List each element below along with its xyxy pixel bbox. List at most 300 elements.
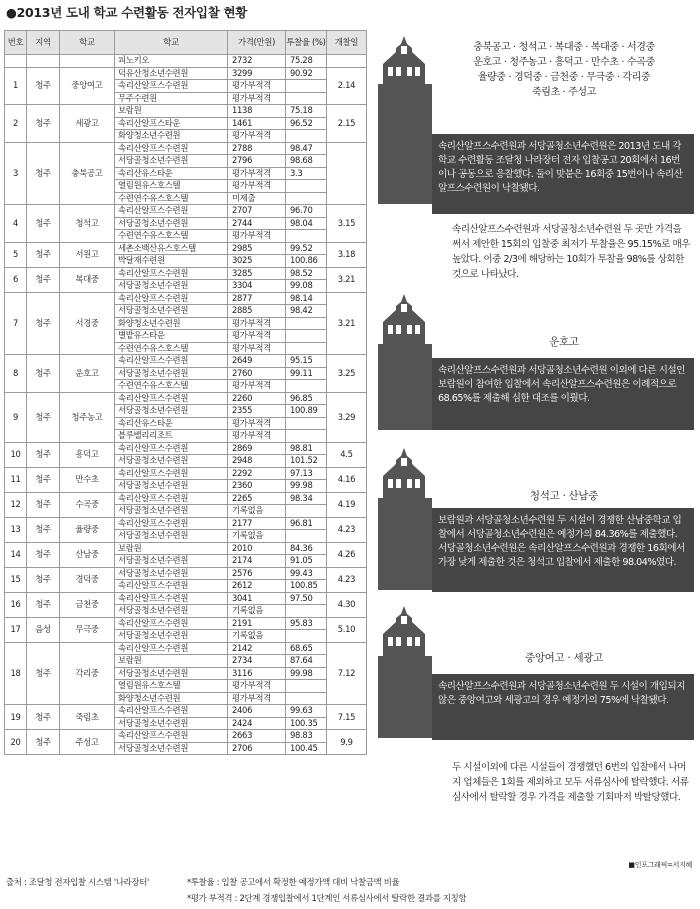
cell-price: 1138: [228, 105, 286, 118]
cell-facility: 속리산알프스수련원: [115, 267, 228, 280]
cell-facility: 속리산알프스수련원: [115, 467, 228, 480]
cell-price: 2734: [228, 655, 286, 668]
table-body: [5, 55, 367, 755]
cell-no: 19: [5, 705, 27, 730]
cell-region: 청주: [27, 242, 60, 267]
table-row: [5, 567, 367, 580]
table-header-row: [5, 31, 367, 55]
cell-school: 무극중: [60, 617, 115, 642]
cell-price: 3025: [228, 255, 286, 268]
cell-price: 기록없음: [228, 530, 286, 543]
table-row: [5, 355, 367, 368]
panel4-heading: 중앙여고 · 세광고: [524, 652, 603, 664]
cell-rate: [286, 342, 327, 355]
cell-rate: 96.81: [286, 517, 327, 530]
panel4-dark-box: 속리산알프스수련원과 서당골청소년수련원 두 시설이 개입되지 않은 중앙여고와 세광고의 경우 예정가의 75%에 낙찰됐다.: [432, 674, 694, 740]
page-title: ●2013년 도내 학교 수련활동 전자입찰 현황: [6, 5, 248, 20]
cell-rate: 95.83: [286, 617, 327, 630]
cell-facility: 속리산알프스수련원: [115, 642, 228, 655]
table-row: [5, 392, 367, 405]
cell-rate: 98.14: [286, 292, 327, 305]
cell-open-date: 4.23: [327, 567, 367, 592]
cell-school: 서경중: [60, 292, 115, 355]
cell-rate: 98.52: [286, 267, 327, 280]
cell-region: 청주: [27, 492, 60, 517]
cell-price: 평가부적격: [228, 230, 286, 243]
cell-price: 2360: [228, 480, 286, 493]
cell-region: 청주: [27, 67, 60, 105]
cell-open-date: 4.16: [327, 467, 367, 492]
cell-price: 평가부적격: [228, 92, 286, 105]
cell-price: 2760: [228, 367, 286, 380]
header-school: 학교: [60, 31, 115, 55]
cell-rate: 3.3: [286, 167, 327, 180]
table-row: [5, 517, 367, 530]
cell-rate: [286, 130, 327, 143]
panel1-dark-box: 속리산알프스수련원과 서당골청소년수련원은 2013년 도내 각 학교 수련활동 조달청 나라장터 전자 입찰공고 20회에서 16번이나 공동으로 응찰했다. 둘이 맞붙은 16회중 15번이나 속리산알프스수련원이 낙찰됐다.: [432, 134, 694, 214]
cell-region: 청주: [27, 142, 60, 205]
cell-rate: 97.13: [286, 467, 327, 480]
table-row: [5, 205, 367, 218]
cell-price: 2265: [228, 492, 286, 505]
cell-price: 2424: [228, 717, 286, 730]
cell-rate: 99.52: [286, 242, 327, 255]
cell-facility: 수련연수유스호스텔: [115, 380, 228, 393]
cell-price: 2649: [228, 355, 286, 368]
cell-no: 4: [5, 205, 27, 243]
cell-open-date: 4.19: [327, 492, 367, 517]
cell-facility: 속리산알프스수련원: [115, 292, 228, 305]
cell-price: 2732: [228, 55, 286, 68]
cell-region: 청주: [27, 642, 60, 705]
panel3-dark-box: 보람원과 서당골청소년수련원 두 시설이 경쟁한 산남중학교 입찰에서 서당골청소년수련원은 예정가의 84.36%를 제출했다. 서당골청소년수련원은 속리산알프스수련원과 경쟁한 16회에서 가장 낮게 제출한 것은 청석고 입찰에서 제출한 98.04%였다.: [432, 508, 694, 592]
cell-price: 2948: [228, 455, 286, 468]
cell-no: 7: [5, 292, 27, 355]
cell-rate: 87.64: [286, 655, 327, 668]
source-note: 출처 : 조달청 전자입찰 시스템 '나라장터': [6, 877, 149, 887]
cell-rate: [286, 180, 327, 193]
cell-rate: 101.52: [286, 455, 327, 468]
cell-no: 20: [5, 730, 27, 755]
cell-rate: [286, 80, 327, 93]
cell-school: 세광고: [60, 105, 115, 143]
cell-price: 2191: [228, 617, 286, 630]
cell-no: 5: [5, 242, 27, 267]
cell-no: 13: [5, 517, 27, 542]
cell-price: 2174: [228, 555, 286, 568]
cell-school: 흥덕고: [60, 442, 115, 467]
cell-open-date: 7.12: [327, 642, 367, 705]
table-row: [5, 267, 367, 280]
school-building-icon: [378, 604, 430, 656]
cell-facility: 속리산알프스수련원: [115, 142, 228, 155]
cell-price: 2260: [228, 392, 286, 405]
cell-no: 17: [5, 617, 27, 642]
cell-facility: 서당골청소년수련원: [115, 505, 228, 518]
cell-open-date: [327, 55, 367, 68]
cell-region: 청주: [27, 105, 60, 143]
header-region: 지역: [27, 31, 60, 55]
cell-rate: 91.05: [286, 555, 327, 568]
table-row: [5, 730, 367, 743]
cell-rate: [286, 680, 327, 693]
cell-facility: 화양청소년수련원: [115, 130, 228, 143]
cell-open-date: 3.25: [327, 355, 367, 393]
cell-open-date: 3.15: [327, 205, 367, 243]
table-row: [5, 592, 367, 605]
cell-price: 2612: [228, 580, 286, 593]
cell-rate: [286, 380, 327, 393]
cell-price: 평가부적격: [228, 167, 286, 180]
cell-facility: 박달재수련원: [115, 255, 228, 268]
cell-region: 청주: [27, 292, 60, 355]
cell-region: 청주: [27, 355, 60, 393]
cell-facility: 속리산알프스수련원: [115, 492, 228, 505]
cell-facility: 속리산유스타운: [115, 167, 228, 180]
cell-facility: 서당골청소년수련원: [115, 305, 228, 318]
cell-school: 산남중: [60, 542, 115, 567]
cell-open-date: 3.18: [327, 242, 367, 267]
cell-price: 2985: [228, 242, 286, 255]
cell-school: 충북공고: [60, 142, 115, 205]
table-row: [5, 705, 367, 718]
cell-school: 만수초: [60, 467, 115, 492]
cell-price: 2142: [228, 642, 286, 655]
panel-band: [378, 656, 432, 738]
cell-facility: 피노키오: [115, 55, 228, 68]
header-facility: 학교: [115, 31, 228, 55]
cell-price: 3304: [228, 280, 286, 293]
cell-price: 2576: [228, 567, 286, 580]
cell-rate: 99.98: [286, 667, 327, 680]
table-row: [5, 67, 367, 80]
table-row: [5, 55, 367, 68]
header-rate: 투찰율 (%): [286, 31, 327, 55]
cell-facility: 속리산알프스수련원: [115, 80, 228, 93]
cell-region: 청주: [27, 517, 60, 542]
cell-rate: 99.08: [286, 280, 327, 293]
cell-no: 15: [5, 567, 27, 592]
cell-price: 평가부적격: [228, 417, 286, 430]
cell-region: 청주: [27, 267, 60, 292]
cell-region: 청주: [27, 467, 60, 492]
cell-price: 2706: [228, 742, 286, 755]
cell-region: 청주: [27, 442, 60, 467]
cell-price: 2869: [228, 442, 286, 455]
cell-price: 2406: [228, 705, 286, 718]
cell-school: 각리중: [60, 642, 115, 705]
school-list-line: 운호고 · 청주농고 · 흥덕고 · 만수초 · 수곡중: [473, 57, 655, 68]
cell-facility: 속리산알프스수련원: [115, 392, 228, 405]
cell-facility: 서당골청소년수련원: [115, 455, 228, 468]
cell-facility: 속리산알프스수련원: [115, 517, 228, 530]
cell-school: 서원고: [60, 242, 115, 267]
cell-facility: 속리산유스타운: [115, 417, 228, 430]
cell-facility: 서당골청소년수련원: [115, 567, 228, 580]
table-row: [5, 105, 367, 118]
cell-no: 6: [5, 267, 27, 292]
cell-price: 2663: [228, 730, 286, 743]
table-row: [5, 617, 367, 630]
cell-no: 18: [5, 642, 27, 705]
cell-rate: [286, 430, 327, 443]
cell-no: 14: [5, 542, 27, 567]
cell-school: 중앙여고: [60, 67, 115, 105]
school-list-line: 율량중 · 경덕중 · 금천중 · 무극중 · 각리중: [477, 72, 651, 83]
cell-rate: [286, 605, 327, 618]
cell-school: 복대중: [60, 267, 115, 292]
cell-rate: 75.28: [286, 55, 327, 68]
cell-region: 청주: [27, 730, 60, 755]
cell-facility: 속리산알프스수련원: [115, 705, 228, 718]
cell-facility: 수련연수유스호스텔: [115, 192, 228, 205]
cell-facility: 속리산알프스수련원: [115, 442, 228, 455]
cell-no: 1: [5, 67, 27, 105]
cell-price: 2177: [228, 517, 286, 530]
table-row: [5, 492, 367, 505]
cell-rate: 97.50: [286, 592, 327, 605]
cell-facility: 서당골청소년수련원: [115, 217, 228, 230]
cell-rate: 100.45: [286, 742, 327, 755]
cell-facility: 서당골청소년수련원: [115, 667, 228, 680]
cell-facility: 별밭유스타운: [115, 330, 228, 343]
rate-footnote: *투찰율 : 입찰 공고에서 확정한 예정가액 대비 낙찰금액 비율: [187, 877, 400, 887]
cell-rate: [286, 530, 327, 543]
cell-rate: 68.65: [286, 642, 327, 655]
school-list-line: 죽림초 · 주성고: [532, 87, 596, 98]
cell-region: 음성: [27, 617, 60, 642]
cell-facility: 열림원유스호스텔: [115, 180, 228, 193]
school-building-icon: [378, 446, 430, 498]
cell-facility: 서당골청소년수련원: [115, 405, 228, 418]
cell-rate: 98.83: [286, 730, 327, 743]
cell-facility: 서당골청소년수련원: [115, 155, 228, 168]
cell-facility: 속리산알프스타운: [115, 117, 228, 130]
cell-rate: 98.04: [286, 217, 327, 230]
cell-facility: 속리산알프스수련원: [115, 730, 228, 743]
credit: ■인포그래픽=서지혜: [628, 861, 692, 869]
table-row: [5, 467, 367, 480]
cell-price: 3285: [228, 267, 286, 280]
cell-price: 기록없음: [228, 505, 286, 518]
cell-facility: 속리산알프스수련원: [115, 580, 228, 593]
cell-price: 평가부적격: [228, 130, 286, 143]
cell-no: 8: [5, 355, 27, 393]
panel-band: [378, 84, 432, 204]
panel1-paragraph: 속리산알프스수련원과 서당골청소년수련원 두 곳만 가격을 써서 제안한 15회의 입찰중 최저가 투찰율은 95.15%로 매우 높았다. 이중 2/3에 해당하는 10회가 투찰율 98%를 상회한 것으로 나타났다.: [452, 224, 690, 280]
cell-facility: 보람원: [115, 655, 228, 668]
cell-price: 평가부적격: [228, 342, 286, 355]
cell-facility: 서당골청소년수련원: [115, 717, 228, 730]
cell-facility: 서당골청소년수련원: [115, 630, 228, 643]
cell-price: 2707: [228, 205, 286, 218]
cell-price: 2010: [228, 542, 286, 555]
cell-facility: 서당골청소년수련원: [115, 367, 228, 380]
cell-open-date: 9.9: [327, 730, 367, 755]
cell-price: 3116: [228, 667, 286, 680]
cell-facility: 서당골청소년수련원: [115, 530, 228, 543]
cell-facility: 화양청소년수련원: [115, 692, 228, 705]
school-building-icon: [378, 34, 430, 86]
panel3-heading: 청석고 · 산남중: [529, 490, 599, 502]
cell-open-date: 4.26: [327, 542, 367, 567]
cell-price: 2885: [228, 305, 286, 318]
cell-rate: 95.15: [286, 355, 327, 368]
cell-price: 평가부적격: [228, 380, 286, 393]
cell-open-date: 2.15: [327, 105, 367, 143]
cell-facility: 서당골청소년수련원: [115, 280, 228, 293]
school-list-line: 충북공고 · 청석고 · 복대중 · 복대중 · 서경중: [473, 42, 655, 53]
cell-price: 3041: [228, 592, 286, 605]
header-open-date: 개찰일: [327, 31, 367, 55]
cell-no: 12: [5, 492, 27, 517]
table-row: [5, 142, 367, 155]
cell-rate: 96.70: [286, 205, 327, 218]
cell-rate: [286, 92, 327, 105]
cell-price: 기록없음: [228, 605, 286, 618]
cell-price: 2355: [228, 405, 286, 418]
cell-open-date: 4.23: [327, 517, 367, 542]
cell-price: 2796: [228, 155, 286, 168]
cell-price: 평가부적격: [228, 692, 286, 705]
cell-rate: 99.63: [286, 705, 327, 718]
cell-open-date: 3.29: [327, 392, 367, 442]
cell-rate: 96.85: [286, 392, 327, 405]
cell-no: 16: [5, 592, 27, 617]
cell-school: 청석고: [60, 205, 115, 243]
cell-rate: [286, 692, 327, 705]
panel-band: [378, 498, 432, 590]
header-no: 번호: [5, 31, 27, 55]
cell-school: 금천중: [60, 592, 115, 617]
cell-rate: 99.43: [286, 567, 327, 580]
cell-region: 청주: [27, 567, 60, 592]
cell-facility: 서당골청소년수련원: [115, 555, 228, 568]
cell-open-date: [327, 142, 367, 205]
panel2-dark-box: 속리산알프스수련원과 서당골청소년수련원 이외에 다른 시설인 보람원이 참여한 입찰에서 속리산알프스수련원은 이례적으로 68.65%를 제출해 심한 대조를 이뤘다.: [432, 358, 694, 430]
cell-rate: 98.47: [286, 142, 327, 155]
cell-school: 주성고: [60, 730, 115, 755]
cell-no: 9: [5, 392, 27, 442]
cell-facility: 덕유산청소년수련원: [115, 67, 228, 80]
cell-price: 2744: [228, 217, 286, 230]
cell-facility: 수련연수유스호스텔: [115, 230, 228, 243]
table-row: [5, 542, 367, 555]
cell-price: 미제출: [228, 192, 286, 205]
cell-open-date: 3.21: [327, 292, 367, 355]
cell-facility: 무주수련원: [115, 92, 228, 105]
cell-open-date: 7.15: [327, 705, 367, 730]
cell-price: 1461: [228, 117, 286, 130]
header-price: 가격(만원): [228, 31, 286, 55]
cell-no: [5, 55, 27, 68]
cell-rate: 96.52: [286, 117, 327, 130]
cell-rate: [286, 630, 327, 643]
cell-rate: 90.92: [286, 67, 327, 80]
panel-band: [378, 344, 432, 430]
cell-price: 평가부적격: [228, 180, 286, 193]
panel1-school-list: [440, 40, 688, 100]
cell-price: 2788: [228, 142, 286, 155]
cell-region: 청주: [27, 705, 60, 730]
cell-rate: 100.89: [286, 405, 327, 418]
cell-price: 평가부적격: [228, 317, 286, 330]
cell-price: 평가부적격: [228, 680, 286, 693]
cell-rate: 98.81: [286, 442, 327, 455]
table-row: [5, 442, 367, 455]
cell-open-date: 4.5: [327, 442, 367, 467]
cell-region: 청주: [27, 205, 60, 243]
unqualified-footnote: *평가 부적격 : 2단계 경쟁입찰에서 1단계인 서류심사에서 탈락한 결과를 지칭함: [187, 893, 467, 903]
cell-rate: 75.18: [286, 105, 327, 118]
cell-rate: 98.34: [286, 492, 327, 505]
cell-rate: [286, 417, 327, 430]
cell-no: 11: [5, 467, 27, 492]
cell-facility: 블루밸리리조트: [115, 430, 228, 443]
cell-rate: 98.68: [286, 155, 327, 168]
cell-rate: [286, 192, 327, 205]
cell-school: 운호고: [60, 355, 115, 393]
cell-rate: 99.98: [286, 480, 327, 493]
bid-table: [4, 30, 366, 755]
cell-region: 청주: [27, 542, 60, 567]
cell-facility: 속리산알프스수련원: [115, 205, 228, 218]
cell-rate: 100.85: [286, 580, 327, 593]
cell-region: 청주: [27, 592, 60, 617]
cell-rate: 100.35: [286, 717, 327, 730]
cell-school: [60, 55, 115, 68]
cell-rate: 98.42: [286, 305, 327, 318]
panel2-heading: 운호고: [549, 336, 579, 348]
school-building-icon: [378, 292, 430, 344]
cell-no: 3: [5, 142, 27, 205]
cell-price: 평가부적격: [228, 330, 286, 343]
cell-facility: 세촌소백산유스호스텔: [115, 242, 228, 255]
cell-facility: 속리산알프스수련원: [115, 355, 228, 368]
cell-school: 율량중: [60, 517, 115, 542]
cell-no: 2: [5, 105, 27, 143]
cell-rate: [286, 230, 327, 243]
cell-price: 평가부적격: [228, 80, 286, 93]
cell-region: [27, 55, 60, 68]
cell-rate: 100.86: [286, 255, 327, 268]
cell-price: 2292: [228, 467, 286, 480]
cell-rate: 84.36: [286, 542, 327, 555]
panel4-paragraph: 두 시설이외에 다른 시설들이 경쟁했던 6번의 입찰에서 나머지 업체들은 1회를 제외하고 모두 서류심사에 탈락했다. 서류심사에서 탈락할 경우 가격을 제출할 기회마저 박탈당했다.: [452, 762, 689, 803]
cell-facility: 보람원: [115, 542, 228, 555]
cell-facility: 수련연수유스호스텔: [115, 342, 228, 355]
table-row: [5, 292, 367, 305]
cell-rate: [286, 330, 327, 343]
cell-facility: 보람원: [115, 105, 228, 118]
cell-school: 죽림초: [60, 705, 115, 730]
cell-rate: 99.11: [286, 367, 327, 380]
cell-open-date: 4.30: [327, 592, 367, 617]
cell-price: 평가부적격: [228, 430, 286, 443]
cell-school: 수곡중: [60, 492, 115, 517]
cell-rate: [286, 317, 327, 330]
cell-price: 2877: [228, 292, 286, 305]
cell-facility: 서당골청소년수련원: [115, 480, 228, 493]
cell-school: 청주농고: [60, 392, 115, 442]
cell-open-date: 3.21: [327, 267, 367, 292]
cell-facility: 화양청소년수련원: [115, 317, 228, 330]
cell-no: 10: [5, 442, 27, 467]
cell-facility: 서당골청소년수련원: [115, 605, 228, 618]
cell-region: 청주: [27, 392, 60, 442]
cell-open-date: 5.10: [327, 617, 367, 642]
cell-facility: 속리산알프스수련원: [115, 592, 228, 605]
